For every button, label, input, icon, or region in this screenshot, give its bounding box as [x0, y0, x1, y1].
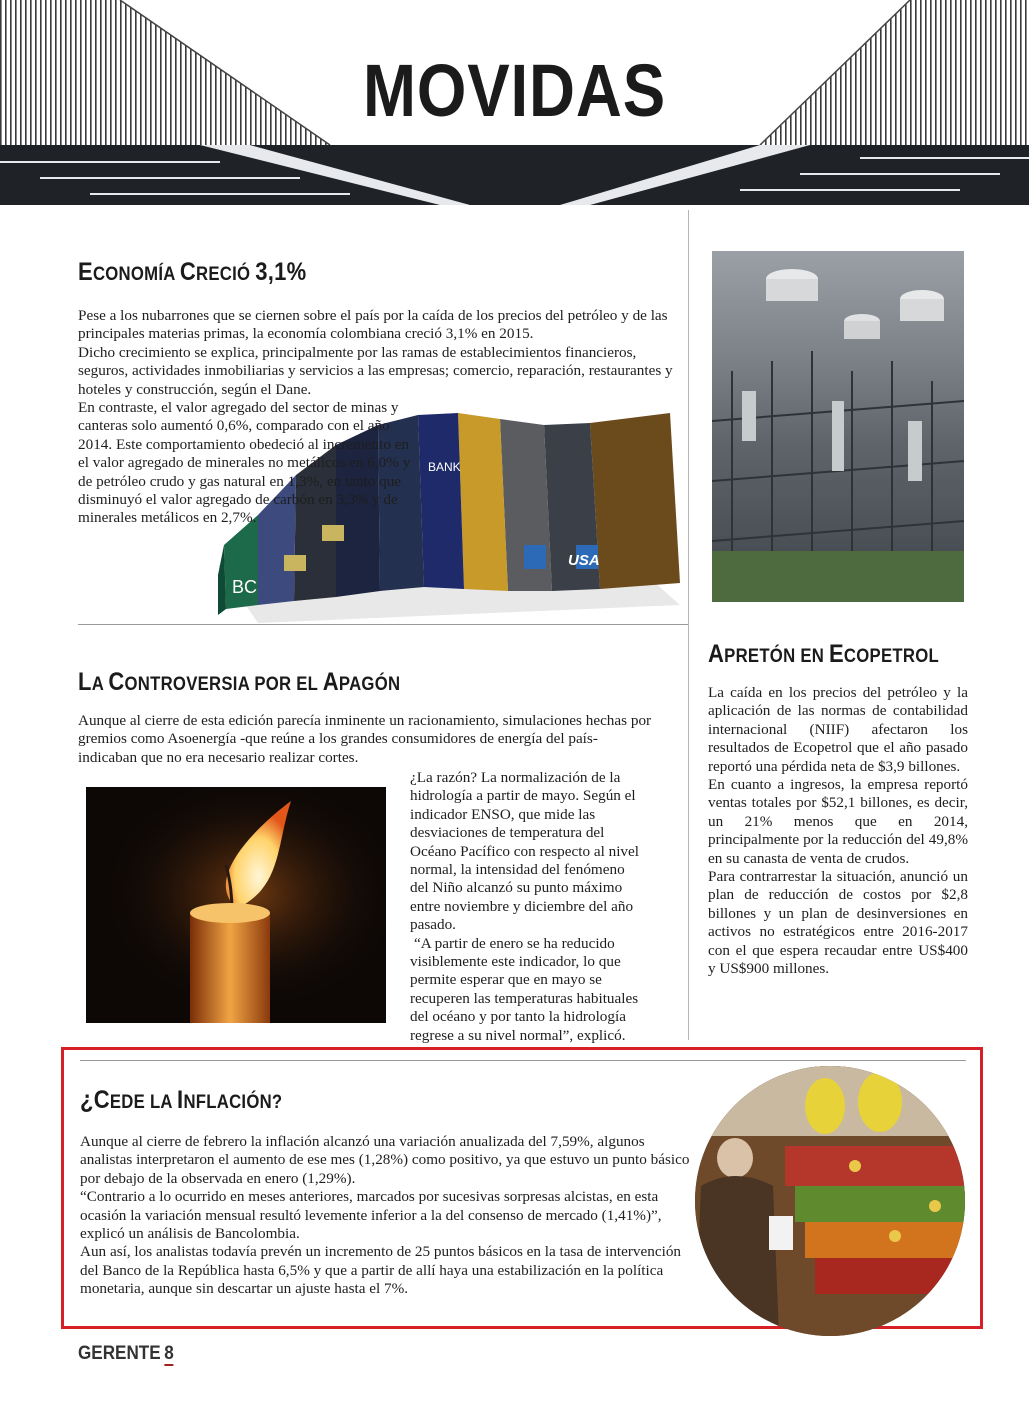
section-rule	[78, 624, 688, 625]
candle-image	[86, 787, 386, 1023]
apagon-intro: Aunque al cierre de esta edición parecía inminente un racionamiento, simulaciones hechas por gremios como Asoenergía -que reúne a los grandes consumidores de energía del país- indicaban que no era necesario realizar cortes.	[78, 712, 652, 766]
apagon-title: LA CONTROVERSIA POR EL APAGÓN	[78, 668, 401, 696]
inflacion-title: ¿CEDE LA INFLACIÓN?	[80, 1086, 283, 1114]
inflacion-body: Aunque al cierre de febrero la inflación alcanzó una variación anualizada del 7,59%, algunos analistas interpretaron el aumento de ese mes (1,28%) como positivo, ya que estuvo un punto básico por debajo de la observada en enero (1,29%). “Contrario a lo ocurrido en meses anteriores, marcados por sucesivas sorpresas alcistas, en esta ocasión la variación mensual resultó levemente inferior a la del consenso de mercado (1,41%)”, explicó un análisis de Bancolombia. Aun así, los analistas todavía prevén un incremento de 25 puntos básicos en la tasa de intervención del Banco de la República hasta 6,5% y que a partir de allí haya una estabilización en la política monetaria, aunque sin descartar un ajuste hasta el 7%.	[80, 1133, 690, 1298]
masthead-title: MOVIDAS	[362, 49, 667, 132]
ecopetrol-title: APRETÓN EN ECOPETROL	[708, 640, 939, 668]
ecopetrol-body: La caída en los precios del petróleo y la aplicación de las normas de contabilidad internacional (NIIF) afectaron los resultados de Ecopetrol que el año pasado reportó una pérdida neta de $3,9 billones. En cuanto a ingresos, la empresa reportó ventas totales por $52,1 billones, es decir, un 21% menos que en 2014, principalmente por la reducción del 49,8% en su canasta de venta de crudos. Para contrarrestar la situación, anunció un plan de reducción de costos por $2,8 billones y un plan de desinversiones en activos no estratégicos entre 2016-2017 con el que espera recaudar entre US$400 y US$900 millones.	[708, 684, 968, 978]
economia-body: Pese a los nubarrones que se ciernen sobre el país por la caída de los precios del petróleo y de las principales materias primas, la economía colombiana creció 3,1% en 2015. Dicho crecimiento se explica, principalmente por las ramas de establecimientos financieros, seguros, actividades inmobiliarias y servicios a las empresas; comercio, reparación, restaurantes y hoteles y construcción, según el Dane. En contraste, el valor agregado del sector de minas y canteras solo aumentó 0,6%, comparado con el año 2014. Este comportamiento obedeció al incremento en el valor agregado de minerales no metálicos en 6,0% y de petróleo crudo y gas natural en 1,3%, en tanto que disminuyó el valor agregado de carbón en 3,3% y de minerales metálicos en 2,7%.	[78, 307, 673, 527]
economia-paragraph-3: En contraste, el valor agregado del sector de minas y canteras solo aumentó 0,6%, comparado con el año 2014. Este comportamiento obedeció al incremento en el valor agregado de minerales no metálicos en 6,0% y de petróleo crudo y gas natural en 1,3%, en tanto que disminuyó el valor agregado de carbón en 3,3% y de minerales metálicos en 2,7%.	[78, 399, 411, 527]
page-number: 8	[164, 1343, 174, 1364]
inflacion-rule	[80, 1060, 966, 1061]
footer-brand: GERENTE	[78, 1343, 161, 1364]
column-divider	[688, 210, 689, 1040]
market-image	[695, 1066, 965, 1336]
economia-title: ECONOMÍA CRECIÓ 3,1%	[78, 258, 307, 286]
card-label-usa: USA	[568, 552, 600, 569]
apagon-body: ¿La razón? La normalización de la hidrología a partir de mayo. Según el indicador ENSO, que mide las desviaciones de temperatura del Océano Pacífico con respecto al nivel normal, la intensidad del fenómeno del Niño alcanzó su punto máximo entre noviembre y diciembre del año pasado. “A partir de enero se ha reducido visiblemente este indicador, lo que permite esperar que en mayo se recuperen las temperaturas habituales del océano y por tanto la hidrología regrese a su nivel normal”, explicó.	[410, 769, 639, 1044]
refinery-image	[712, 251, 964, 602]
card-label-bank: BANK	[428, 460, 461, 474]
card-label-bc: BC	[232, 577, 258, 597]
page-footer	[78, 1343, 174, 1365]
